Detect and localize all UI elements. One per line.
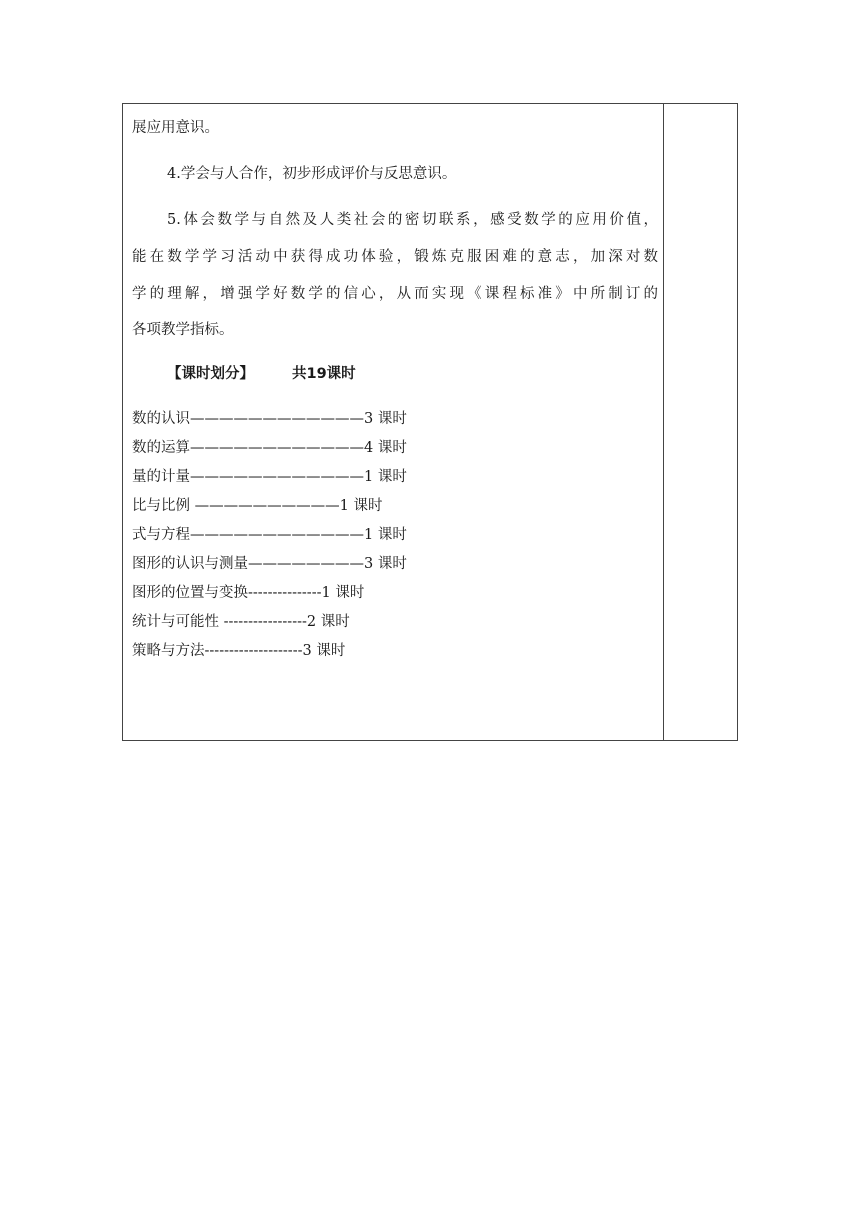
paragraph-line-intro: 展应用意识。 (132, 120, 219, 136)
schedule-row: 比与比例 ——————————1 课时 (132, 498, 383, 514)
section-heading-total: 共19课时 (292, 366, 356, 382)
section-heading-label: 【课时划分】 (167, 366, 254, 382)
schedule-row: 策略与方法--------------------3 课时 (132, 643, 346, 659)
schedule-row: 数的认识————————————3 课时 (132, 411, 407, 427)
main-content-cell (123, 104, 663, 740)
schedule-row: 量的计量————————————1 课时 (132, 469, 407, 485)
content-table (122, 103, 738, 741)
schedule-row: 图形的认识与测量————————3 课时 (132, 556, 407, 572)
schedule-row: 统计与可能性 -----------------2 课时 (132, 614, 350, 630)
schedule-row: 式与方程————————————1 课时 (132, 527, 407, 543)
schedule-row: 图形的位置与变换---------------1 课时 (132, 585, 365, 601)
paragraph-item-5-line-1: 5.体会数学与自然及人类社会的密切联系，感受数学的应用价值， (167, 212, 658, 228)
paragraph-item-5-line-3: 学的理解，增强学好数学的信心，从而实现《课程标准》中所制订的 (132, 286, 658, 302)
section-heading (167, 362, 356, 383)
schedule-row: 数的运算————————————4 课时 (132, 440, 407, 456)
paragraph-item-4: 4.学会与人合作，初步形成评价与反思意识。 (167, 166, 457, 182)
notes-cell (664, 104, 737, 740)
paragraph-item-5-line-2: 能在数学学习活动中获得成功体验，锻炼克服困难的意志，加深对数 (132, 249, 658, 265)
paragraph-item-5-line-4: 各项教学指标。 (132, 322, 234, 338)
